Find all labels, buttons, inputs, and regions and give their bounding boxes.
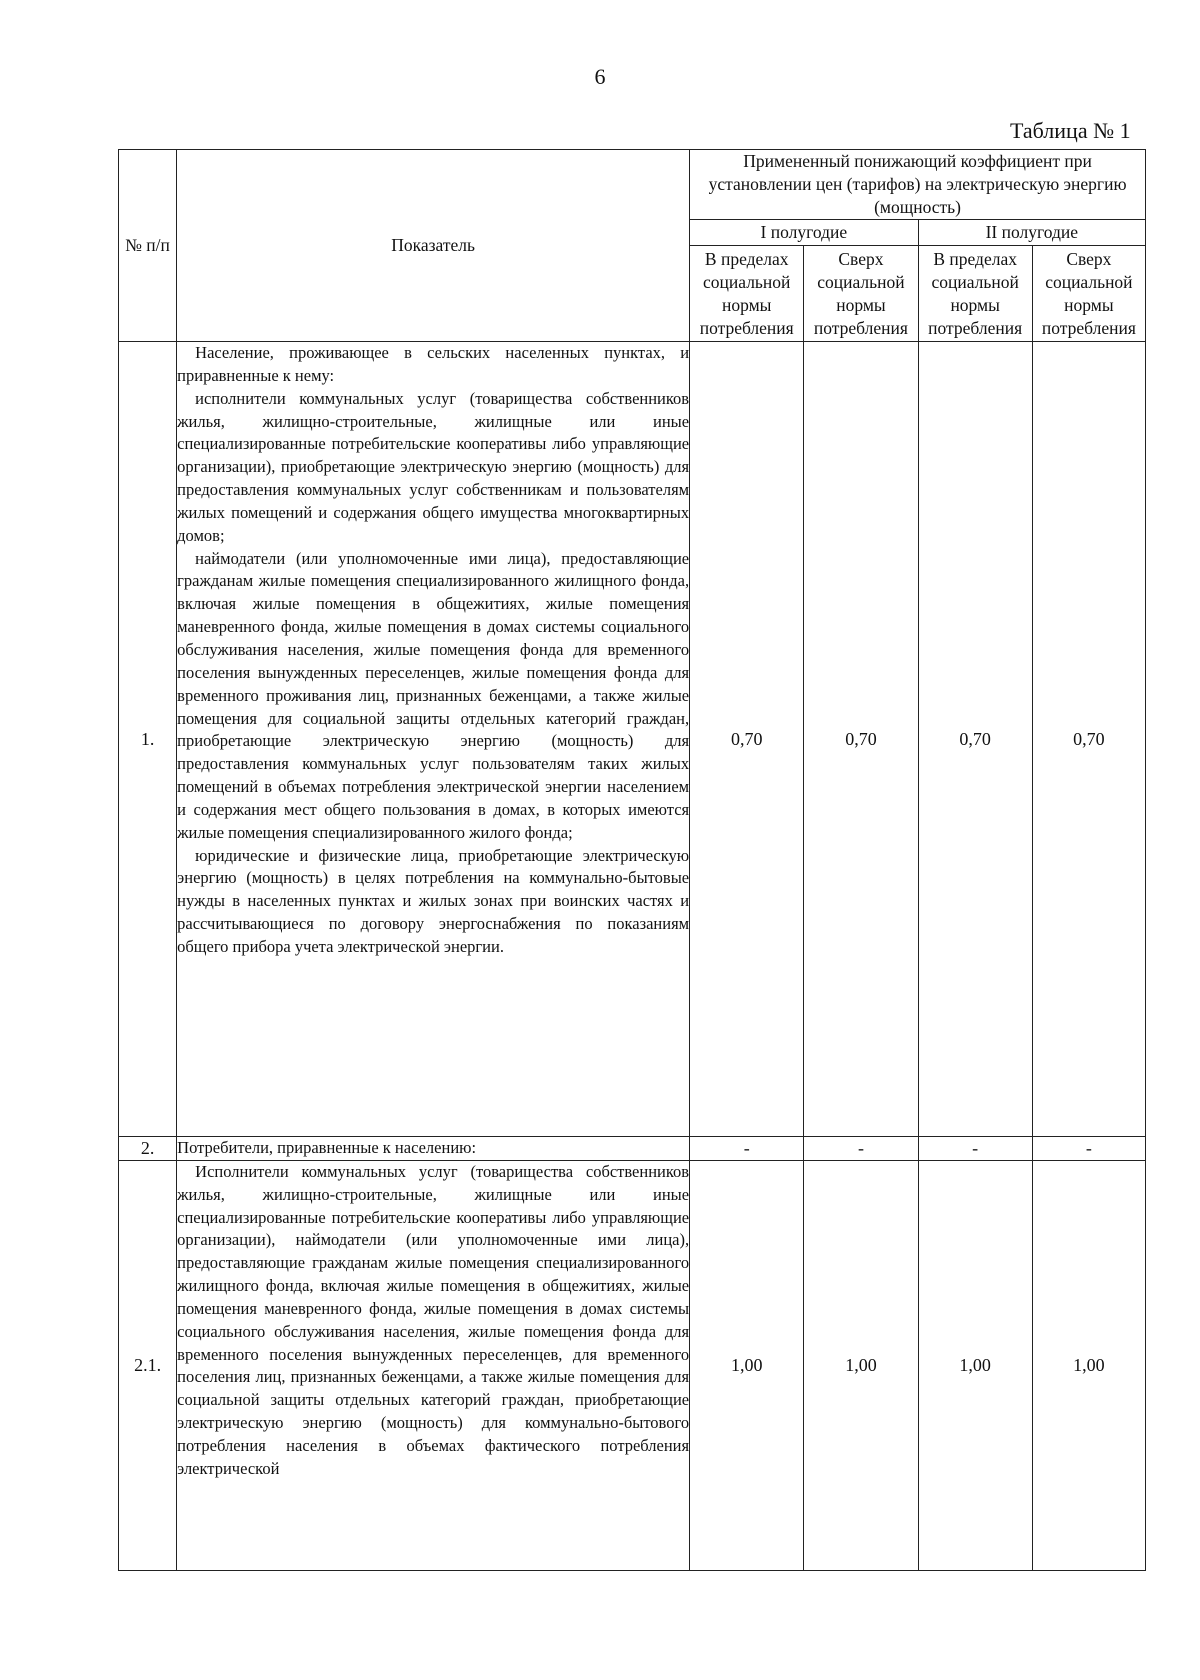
row-value-half1-above: 1,00 bbox=[804, 1160, 918, 1570]
row-value-half2-within: 1,00 bbox=[918, 1160, 1032, 1570]
row-value-half1-within: - bbox=[690, 1137, 804, 1161]
table-caption: Таблица № 1 bbox=[1010, 118, 1131, 143]
row-value-half2-within: 0,70 bbox=[918, 342, 1032, 1137]
row-value-half1-within: 0,70 bbox=[690, 342, 804, 1137]
table-row bbox=[119, 1160, 1146, 1570]
coefficient-table bbox=[118, 149, 1146, 1571]
header-half-2: II полугодие bbox=[918, 220, 1145, 246]
header-half-1: I полугодие bbox=[690, 220, 918, 246]
row-description bbox=[177, 342, 690, 1137]
header-half2-above-norm: Сверх социальной нормы потребления bbox=[1032, 246, 1145, 342]
row-value-half2-above: 0,70 bbox=[1032, 342, 1145, 1137]
row-number: 1. bbox=[119, 342, 177, 1137]
row-value-half1-above: 0,70 bbox=[804, 342, 918, 1137]
row-value-half2-above: 1,00 bbox=[1032, 1160, 1145, 1570]
row-value-half1-above: - bbox=[804, 1137, 918, 1161]
row-number: 2.1. bbox=[119, 1160, 177, 1570]
row-number: 2. bbox=[119, 1137, 177, 1161]
table-row bbox=[119, 1137, 1146, 1161]
row-value-half2-above: - bbox=[1032, 1137, 1145, 1161]
row-paragraph: Население, проживающее в сельских населенных пунктах, и приравненные к нему: bbox=[177, 343, 690, 385]
row-value-half2-within: - bbox=[918, 1137, 1032, 1161]
row-description bbox=[177, 1160, 690, 1570]
header-half1-above-norm: Сверх социальной нормы потребления bbox=[804, 246, 918, 342]
header-coefficient: Примененный понижающий коэффициент при установлении цен (тарифов) на электрическую энергию (мощность) bbox=[690, 150, 1146, 220]
row-paragraph: наймодатели (или уполномоченные ими лица), предоставляющие гражданам жилые помещения специализированного жилищного фонда, включая жилые помещения в общежитиях, жилые помещения маневренного фонда, жилые помещения в домах системы социального обслуживания населения, жилые помещения фонда для временного поселения вынужденных переселенцев, жилые помещения фонда для временного проживания лиц, признанных беженцами, а также жилые помещения для социальной защиты отдельных категорий граждан, приобретающие электрическую энергию (мощность) для предоставления коммунальных услуг пользователям таких жилых помещений в объемах потребления электрической энергии населением и содержания мест общего пользования в домах, в которых имеются жилые помещения специализированного жилого фонда; bbox=[177, 548, 690, 842]
header-indicator: Показатель bbox=[177, 150, 690, 342]
row-value-half1-within: 1,00 bbox=[690, 1160, 804, 1570]
header-half2-within-norm: В пределах социальной нормы потребления bbox=[918, 246, 1032, 342]
row-paragraph: исполнители коммунальных услуг (товарищества собственников жилья, жилищно-строительные, жилищные или иные специализированные потребительские кооперативы либо управляющие организации), приобретающие электрическую энергию (мощность) для предоставления коммунальных услуг собственникам и пользователям жилых помещений и содержания общего имущества многоквартирных домов; bbox=[177, 388, 690, 545]
header-half1-within-norm: В пределах социальной нормы потребления bbox=[690, 246, 804, 342]
row-description bbox=[177, 1137, 690, 1161]
row-paragraph: юридические и физические лица, приобретающие электрическую энергию (мощность) в целях потребления на коммунально-бытовые нужды в населенных пунктах и жилых зонах при воинских частях и рассчитывающиеся по договору энергоснабжения по показаниям общего прибора учета электрической энергии. bbox=[177, 845, 690, 956]
row-paragraph: Исполнители коммунальных услуг (товарищества собственников жилья, жилищно-строительные, жилищные или иные специализированные потребительские кооперативы либо управляющие организации), наймодатели (или уполномоченные ими лица), предоставляющие гражданам жилые помещения специализированного жилищного фонда, включая жилые помещения в общежитиях, жилые помещения маневренного фонда, жилые помещения в домах системы социального обслуживания населения, жилые помещения фонда для временного поселения вынужденных переселенцев, для временного поселения лиц, признанных беженцами, а также жилые помещения для социальной защиты отдельных категорий граждан, приобретающие электрическую энергию (мощность) для коммунально-бытового потребления населения в объемах фактического потребления электрической bbox=[177, 1161, 690, 1478]
table-row bbox=[119, 342, 1146, 1137]
row-paragraph: Потребители, приравненные к населению: bbox=[177, 1138, 477, 1157]
page-number: 6 bbox=[594, 64, 606, 89]
header-number: № п/п bbox=[119, 150, 177, 342]
